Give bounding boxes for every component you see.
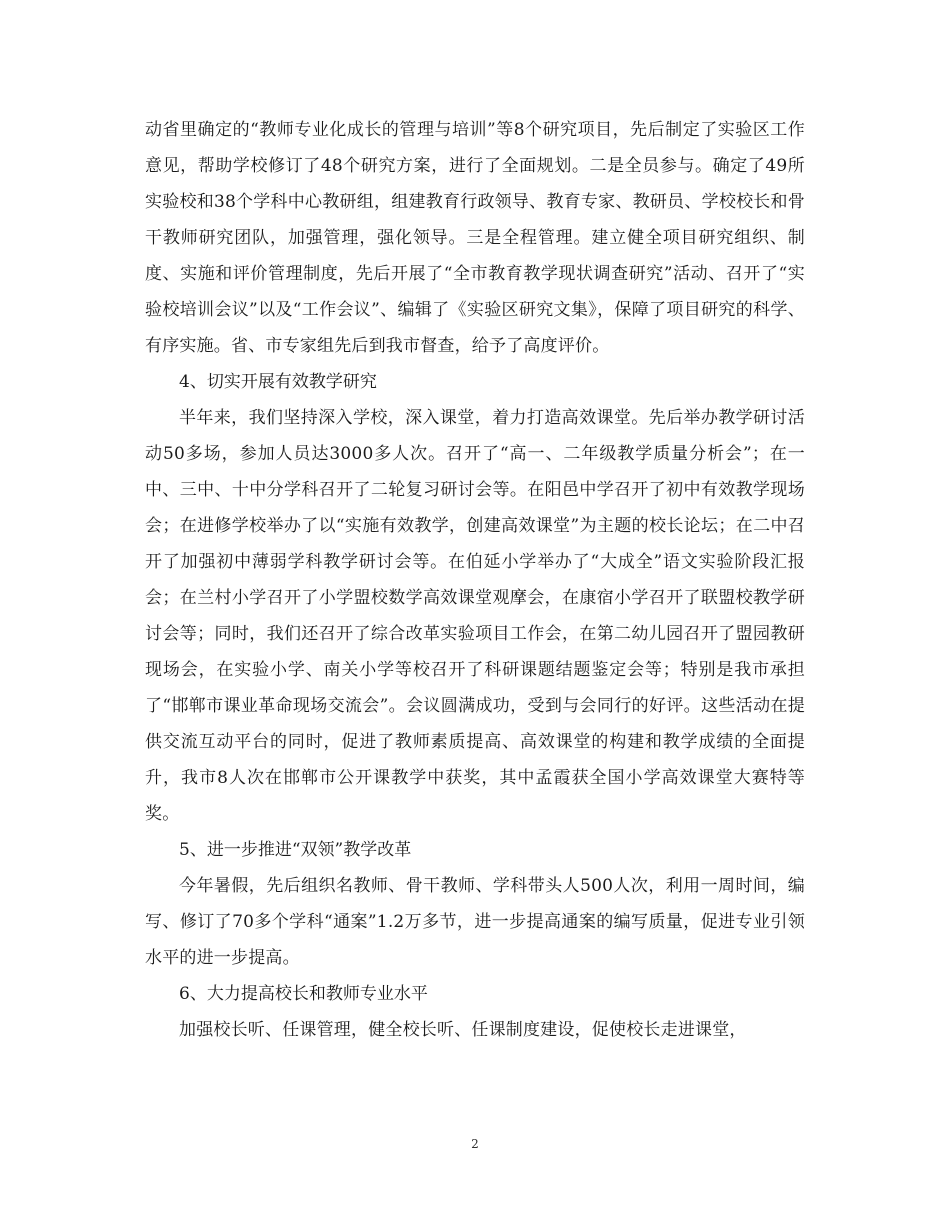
section-heading-professional-level: 6、大力提高校长和教师专业水平 <box>179 984 428 1004</box>
section-heading-effective-teaching: 4、切实开展有效教学研究 <box>179 372 377 392</box>
paragraph-effective-teaching: 半年来，我们坚持深入学校，深入课堂，着力打造高效课堂。先后举办教学研讨活动50多场，参加人员达3000多人次。召开了“高一、二年级教学质量分析会”；在一中、三中、十中分学科召开了二轮复习研讨会等。在阳邑中学召开了初中有效教学现场会；在进修学校举办了以“实施有效教学，创建高效课堂”为主题的校长论坛；在二中召开了加强初中薄弱学科教学研讨会等。在伯延小学举办了“大成全”语文实验阶段汇报会；在兰村小学召开了小学盟校数学高效课堂观摩会，在康宿小学召开了联盟校教学研讨会等；同时，我们还召开了综合改革实验项目工作会，在第二幼儿园召开了盟园教研现场会，在实验小学、南关小学等校召开了科研课题结题鉴定会等；特别是我市承担了“邯郸市课业革命现场交流会”。会议圆满成功，受到与会同行的好评。这些活动在提供交流互动平台的同时，促进了教师素质提高、高效课堂的构建和教学成绩的全面提升，我市8人次在邯郸市公开课教学中获奖，其中孟霞获全国小学高效课堂大赛特等奖。 <box>145 408 805 824</box>
paragraph-project-management: 动省里确定的“教师专业化成长的管理与培训”等8个研究项目，先后制定了实验区工作意见，帮助学校修订了48个研究方案，进行了全面规划。二是全员参与。确定了49所实验校和38个学科中心教研组，组建教育行政领导、教育专家、教研员、学校校长和骨干教师研究团队，加强管理，强化领导。三是全程管理。建立健全项目研究组织、制度、实施和评价管理制度，先后开展了“全市教育教学现状调查研究”活动、召开了“实验校培训会议”以及“工作会议”、编辑了《实验区研究文集》，保障了项目研究的科学、有序实施。省、市专家组先后到我市督查，给予了高度评价。 <box>145 120 805 356</box>
paragraph-professional-level: 加强校长听、任课管理，健全校长听、任课制度建设，促使校长走进课堂， <box>179 1020 747 1040</box>
document-body <box>145 112 805 1048</box>
section-heading-dual-lead-reform: 5、进一步推进“双领”教学改革 <box>179 840 412 860</box>
page-number: 2 <box>471 1137 479 1151</box>
paragraph-dual-lead-reform: 今年暑假，先后组织名教师、骨干教师、学科带头人500人次，利用一周时间，编写、修订了70多个学科“通案”1.2万多节，进一步提高通案的编写质量，促进专业引领水平的进一步提高。 <box>145 876 805 968</box>
